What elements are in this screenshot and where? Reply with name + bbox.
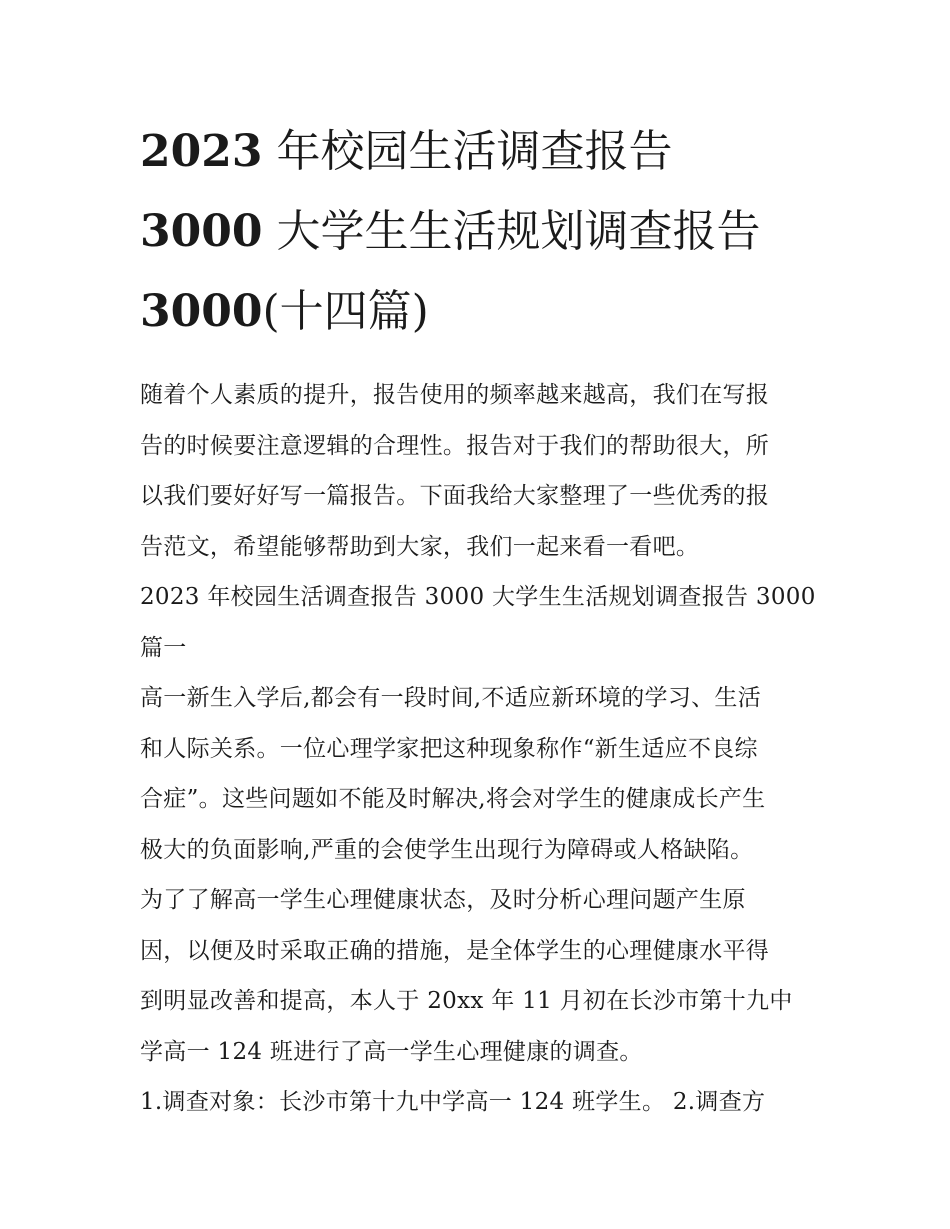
text-line: 因，以便及时采取正确的措施，是全体学生的心理健康水平得: [140, 937, 770, 964]
body-paragraph-3: [140, 1077, 812, 1128]
text-line: 极大的负面影响,严重的会使学生出现行为障碍或人格缺陷。: [140, 836, 754, 863]
title-line-1-text: 年校园生活调查报告: [276, 126, 673, 177]
title-line-3: [140, 272, 812, 352]
title-line-3-number: 3000: [140, 286, 263, 337]
text-line: 到明显改善和提高，本人于 20xx 年 11 月初在长沙市第十九中: [140, 988, 793, 1014]
title-spacer: [140, 352, 812, 370]
text-line: 学高一 124 班进行了高一学生心理健康的调查。: [140, 1038, 643, 1065]
body-paragraph-1: [140, 673, 812, 875]
document-title: [140, 112, 812, 352]
text-line: 为了了解高一学生心理健康状态，及时分析心理问题产生原: [140, 887, 746, 913]
title-line-1-number: 2023: [140, 126, 263, 177]
text-line: 随着个人素质的提升，报告使用的频率越来越高，我们在写报: [140, 382, 770, 408]
text-line: 篇一: [140, 634, 187, 661]
text-line: 2023 年校园生活调查报告 3000 大学生生活规划调查报告 3000: [140, 584, 816, 610]
text-line: 1.调查对象：长沙市第十九中学高一 124 班学生。 2.调查方: [140, 1089, 766, 1115]
text-line: 告的时候要注意逻辑的合理性。报告对于我们的帮助很大，所: [140, 432, 770, 459]
title-line-2-number: 3000: [140, 206, 263, 257]
intro-paragraph: [140, 370, 812, 572]
text-line: 高一新生入学后,都会有一段时间,不适应新环境的学习、生活: [140, 685, 762, 711]
text-line: 告范文，希望能够帮助到大家，我们一起来看一看吧。: [140, 533, 700, 560]
body-paragraph-2: [140, 875, 812, 1077]
title-line-2: [140, 192, 812, 272]
text-line: 以我们要好好写一篇报告。下面我给大家整理了一些优秀的报: [140, 483, 770, 509]
document-page: [140, 112, 816, 1128]
title-line-3-text: (十四篇): [262, 286, 429, 337]
section-heading: [140, 572, 816, 673]
title-line-2-text: 大学生生活规划调查报告: [276, 206, 761, 257]
text-line: 和人际关系。一位心理学家把这种现象称作“新生适应不良综: [140, 735, 758, 762]
title-line-1: [140, 112, 812, 192]
text-line: 合症”。这些问题如不能及时解决,将会对学生的健康成长产生: [140, 786, 766, 812]
